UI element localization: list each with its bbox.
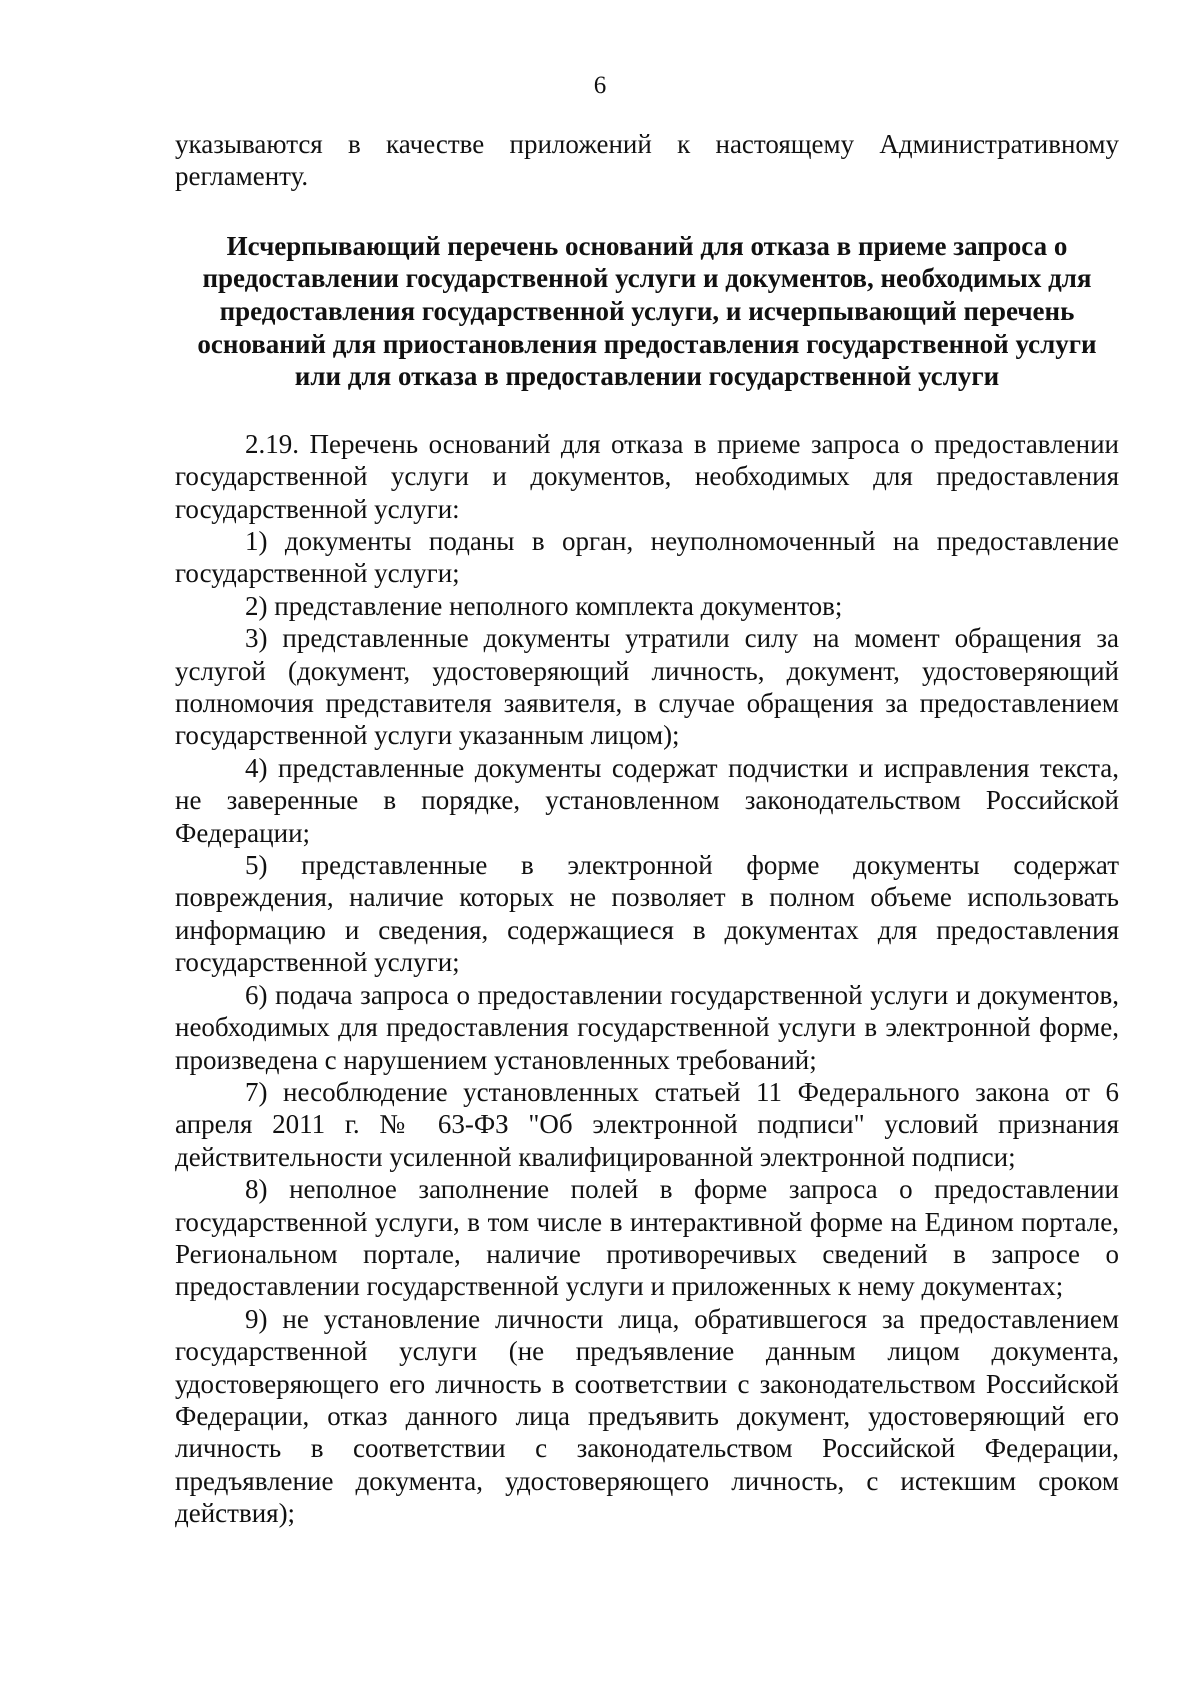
list-item: 6) подача запроса о предоставлении государственной услуги и документов, необходимых для предоставления государственной услуги в электронной форме, произведена с нарушением установленных требований; xyxy=(175,979,1119,1075)
list-item: 7) несоблюдение установленных статьей 11 Федерального закона от 6 апреля 2011 г. № 63-ФЗ "Об электронной подписи" условий признания действительности усиленной квалифицированной электронной подписи; xyxy=(175,1076,1119,1172)
section-heading: Исчерпывающий перечень оснований для отказа в приеме запроса о предоставлении государственной услуги и документов, необходимых для предоставления государственной услуги, и исчерпывающий перечень оснований для приостановления предоставления государственной услуги или для отказа в предоставлении государственной услуги xyxy=(197,230,1097,392)
document-body xyxy=(175,128,1119,1530)
list-item: 4) представленные документы содержат подчистки и исправления текста, не заверенные в порядке, установленном законодательством Российской Федерации; xyxy=(175,752,1119,848)
list-item: 2) представление неполного комплекта документов; xyxy=(245,590,843,621)
list-item: 1) документы поданы в орган, неуполномоченный на предоставление государственной услуги; xyxy=(175,526,1119,589)
clause-2-19: 2.19. Перечень оснований для отказа в приеме запроса о предоставлении государственной услуги и документов, необходимых для предоставления государственной услуги: xyxy=(175,428,1119,524)
page-number: 6 xyxy=(593,72,607,99)
intro-paragraph: указываются в качестве приложений к настоящему Административному регламенту. xyxy=(175,129,1119,192)
list-item: 8) неполное заполнение полей в форме запроса о предоставлении государственной услуги, в том числе в интерактивной форме на Едином портале, Региональном портале, наличие противоречивых сведений в запросе о предоставлении государственной услуги и приложенных к нему документах; xyxy=(175,1174,1119,1302)
list-item: 9) не установление личности лица, обратившегося за предоставлением государственной услуги (не предъявление данным лицом документа, удостоверяющего его личность в соответствии с законодательством Российской Федерации, отказ данного лица предъявить документ, удостоверяющий его личность в соответствии с законодательством Российской Федерации, предъявление документа, удостоверяющего личность, с истекшим сроком действия); xyxy=(175,1303,1119,1529)
list-item: 3) представленные документы утратили силу на момент обращения за услугой (документ, удостоверяющий личность, документ, удостоверяющий полномочия представителя заявителя, в случае обращения за предоставлением государственной услуги указанным лицом); xyxy=(175,623,1119,751)
list-item: 5) представленные в электронной форме документы содержат повреждения, наличие которых не позволяет в полном объеме использовать информацию и сведения, содержащиеся в документах для предоставления государственной услуги; xyxy=(175,850,1119,978)
